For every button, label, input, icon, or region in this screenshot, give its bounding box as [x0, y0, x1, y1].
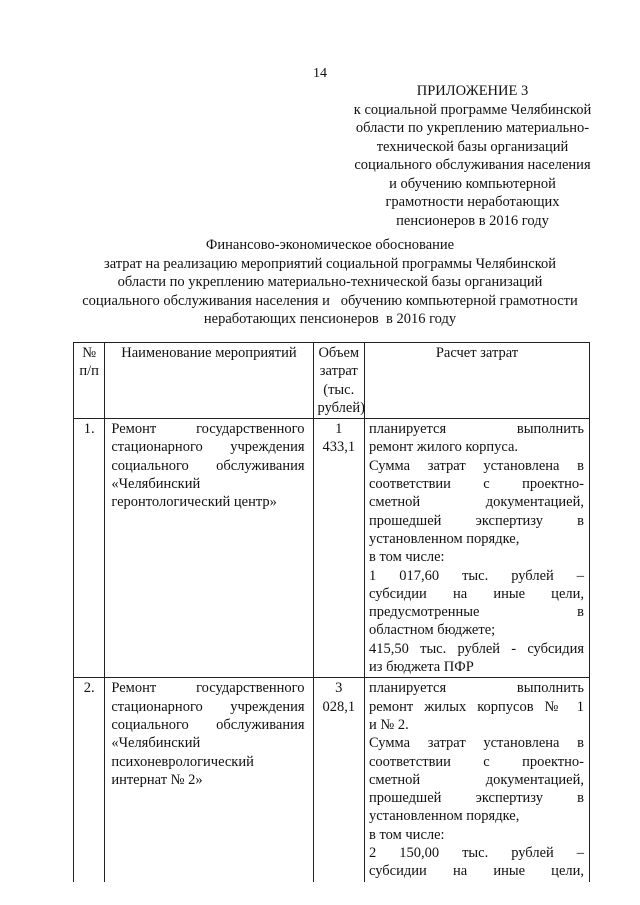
cost-calculation-line: субсидии на иные цели, — [369, 863, 584, 880]
cost-volume: 3 028,1 — [313, 678, 364, 882]
row-number: 1. — [74, 419, 105, 678]
header-calculation: Расчет затрат — [365, 343, 590, 419]
activity-name-line: интернат № 2» — [111, 771, 203, 788]
activity-name-line: Ремонт государственного — [111, 421, 305, 438]
header-volume-line: рублей) — [317, 399, 365, 416]
header-volume-line: (тыс. — [323, 381, 355, 398]
activity-name-line: психоневрологический — [111, 753, 254, 770]
cost-calculation — [365, 419, 590, 678]
header-volume-line: Объем — [318, 345, 360, 361]
header-volume — [313, 343, 364, 419]
appendix-line: и обучению компьютерной — [389, 175, 556, 192]
activity-name — [105, 419, 313, 678]
activity-name — [105, 678, 313, 882]
cost-volume: 1 433,1 — [313, 419, 364, 678]
cost-calculation-line: 2 150,00 тыс. рублей – — [369, 845, 584, 862]
appendix-line: технической базы организаций — [376, 138, 569, 155]
header-volume-line: затрат — [319, 363, 358, 380]
appendix-caption — [330, 82, 615, 230]
activity-name-line: Ремонт государственного — [111, 680, 305, 697]
table-row — [74, 678, 590, 882]
header-number-line: п/п — [79, 363, 99, 380]
table-row — [74, 419, 590, 678]
page-number: 14 — [313, 66, 327, 81]
cost-calculation-line: субсидии на иные цели, — [369, 585, 584, 602]
cost-calculation-line: и № 2. — [369, 716, 409, 733]
cost-calculation-line: соответствии с проектно- — [369, 753, 584, 770]
activity-name-line: социального обслуживания — [111, 716, 305, 733]
appendix-heading: ПРИЛОЖЕНИЕ 3 — [416, 83, 529, 99]
cost-calculation-line: Сумма затрат установлена в — [369, 735, 584, 752]
row-number: 2. — [74, 678, 105, 882]
cost-calculation-line: ремонт жилого корпуса. — [369, 439, 519, 456]
cost-calculation-line: в том числе: — [369, 826, 445, 843]
appendix-line: социального обслуживания населения — [354, 157, 591, 173]
cost-calculation-line: прошедшей экспертизу в — [369, 512, 584, 529]
cost-calculation — [365, 678, 590, 882]
activity-name-line: «Челябинский — [111, 476, 201, 493]
activity-name-line: геронтологический центр» — [111, 494, 277, 511]
header-number-line: № — [82, 345, 97, 361]
cost-calculation-line: Сумма затрат установлена в — [369, 457, 584, 474]
table-header-row — [74, 343, 590, 419]
title-line: Финансово-экономическое обоснование — [205, 237, 455, 253]
activity-name-line: социального обслуживания — [111, 457, 305, 474]
cost-table — [73, 342, 590, 882]
cost-calculation-line: сметной документацией, — [369, 494, 584, 511]
appendix-line: к социальной программе Челябинской — [353, 101, 592, 118]
cost-calculation-line: планируется выполнить — [369, 680, 584, 697]
cost-calculation-line: областном бюджете; — [369, 622, 496, 639]
cost-calculation-line: соответствии с проектно- — [369, 476, 584, 493]
header-number — [74, 343, 105, 419]
activity-name-line: стационарного учреждения — [111, 439, 305, 456]
cost-calculation-line: в том числе: — [369, 549, 445, 566]
cost-calculation-line: установленном порядке, — [369, 530, 520, 547]
appendix-line: области по укреплению материально- — [355, 120, 590, 136]
cost-calculation-line: сметной документацией, — [369, 771, 584, 788]
cost-calculation-line: установленном порядке, — [369, 808, 520, 825]
appendix-line: пенсионеров в 2016 году — [396, 212, 549, 229]
activity-name-line: «Челябинский — [111, 735, 201, 752]
title-line: социального обслуживания населения и обучению компьютерной грамотности — [82, 292, 578, 309]
cost-calculation-line: из бюджета ПФР — [369, 659, 474, 676]
cost-calculation-line: планируется выполнить — [369, 421, 584, 438]
appendix-line: грамотности неработающих — [385, 194, 560, 210]
cost-calculation-line: прошедшей экспертизу в — [369, 790, 584, 807]
cost-calculation-line: предусмотренные в — [369, 604, 584, 621]
appendix-subtitle — [330, 101, 615, 231]
header-name: Наименование мероприятий — [105, 343, 313, 419]
document-title — [60, 236, 600, 329]
title-line: области по укреплению материально-технической базы организаций — [117, 274, 543, 290]
activity-name-line: стационарного учреждения — [111, 698, 305, 715]
title-line: неработающих пенсионеров в 2016 году — [203, 311, 457, 327]
cost-calculation-line: 1 017,60 тыс. рублей – — [369, 567, 584, 584]
cost-calculation-line: ремонт жилых корпусов № 1 — [369, 698, 584, 715]
cost-calculation-line: 415,50 тыс. рублей - субсидия — [369, 640, 584, 657]
title-line: затрат на реализацию мероприятий социальной программы Челябинской — [103, 255, 557, 272]
